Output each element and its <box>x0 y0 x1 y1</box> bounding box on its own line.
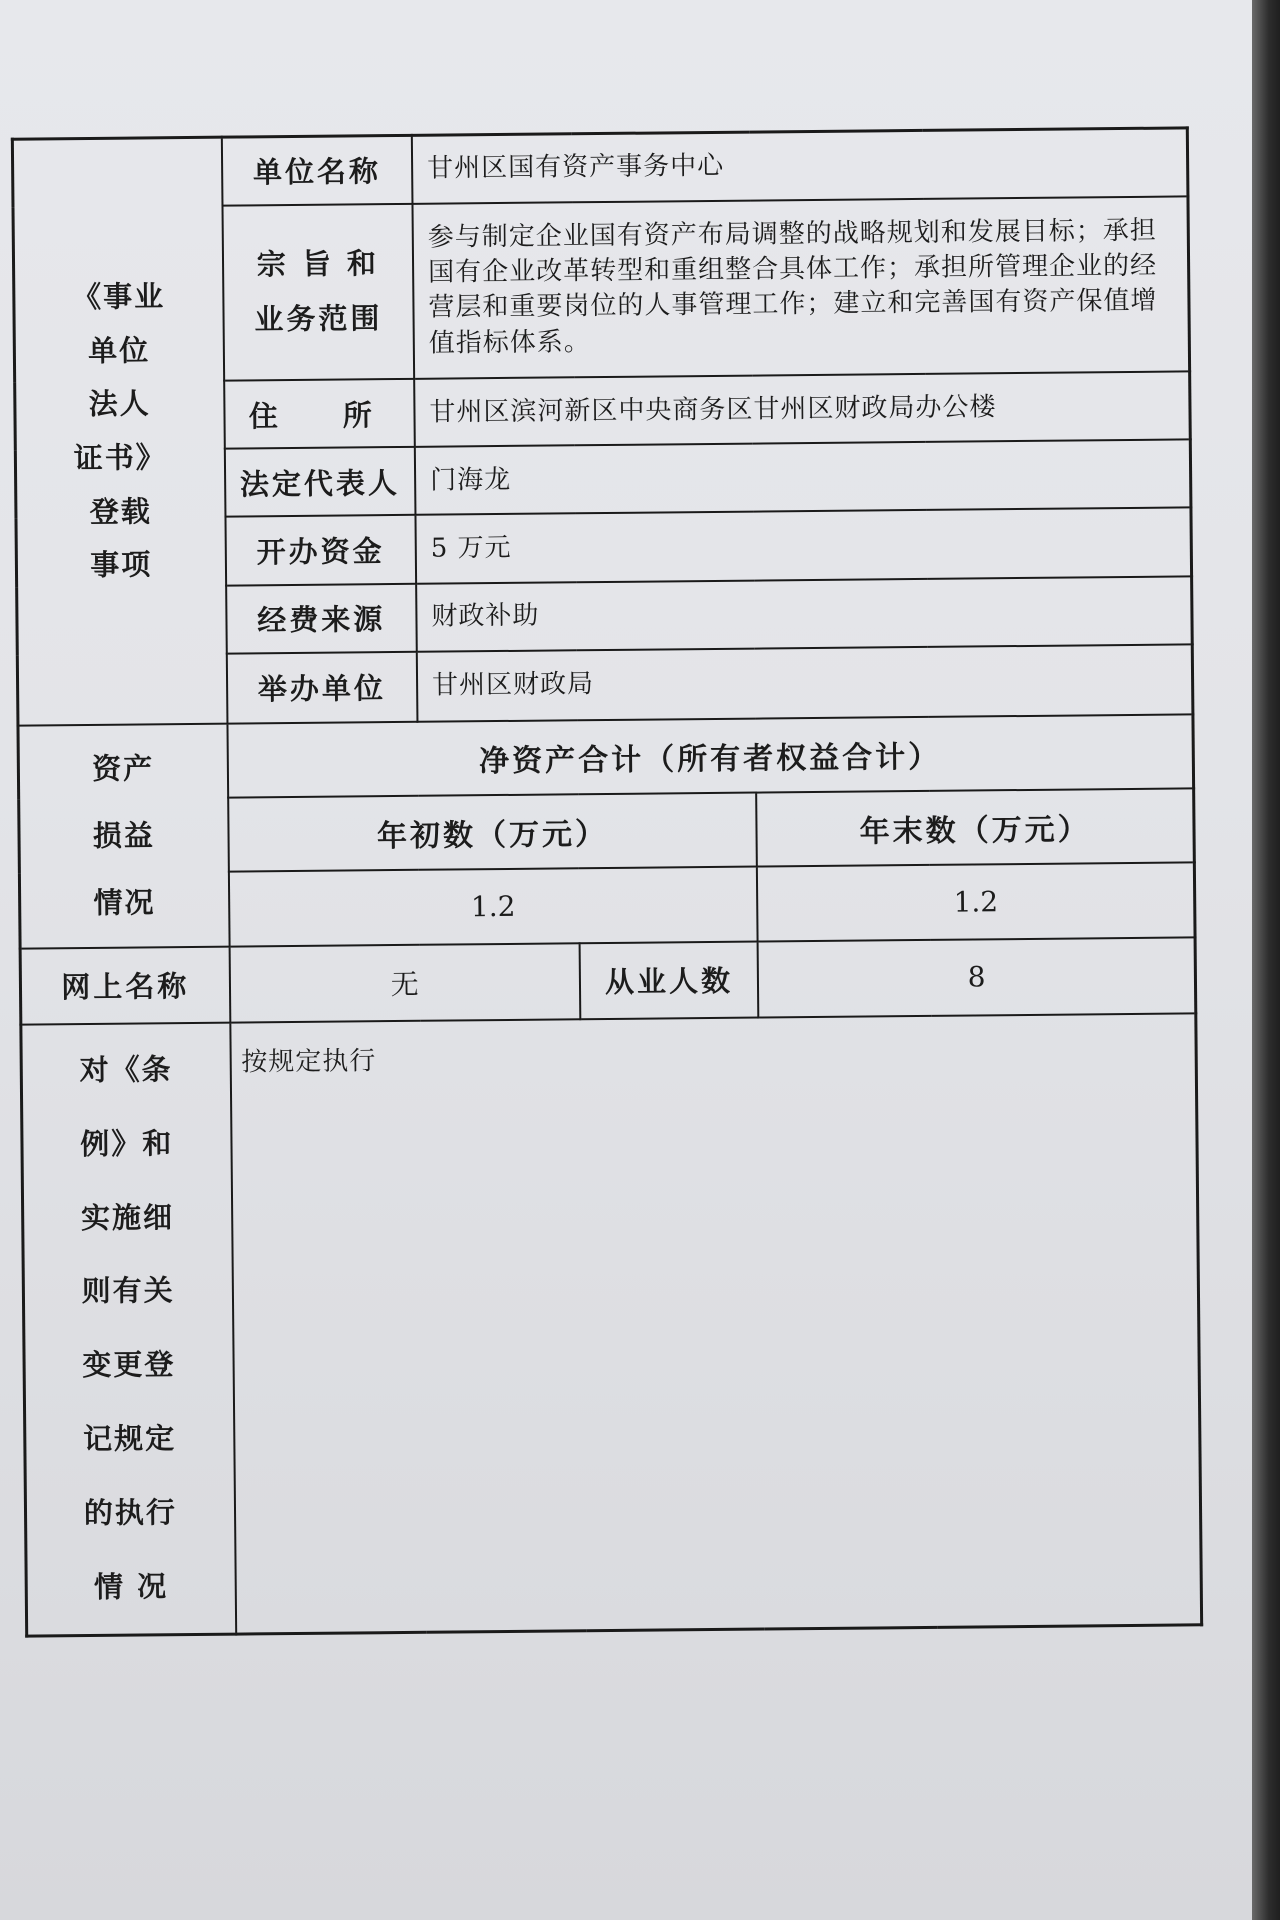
address-label: 住 所 <box>224 379 415 449</box>
sponsor-value: 甘州区财政局 <box>417 644 1193 722</box>
regulation-label-line: 对《条 <box>79 1051 173 1087</box>
funding-source-value: 财政补助 <box>416 576 1192 652</box>
start-capital-value: 5 万元 <box>415 508 1191 584</box>
year-begin-header: 年初数（万元） <box>228 793 757 872</box>
row-unit-name <box>12 128 1188 207</box>
row-online-name <box>20 937 1196 1024</box>
purpose-scope-value: 参与制定企业国有资产布局调整的战略规划和发展目标；承担国有企业改革转型和重组整合具体工作；承担所管理企业的经营层和重要岗位的人事管理工作；建立和完善国有资产保值增值指标体系。 <box>412 196 1189 379</box>
legal-rep-value: 门海龙 <box>415 440 1191 516</box>
registration-form <box>11 126 1203 1637</box>
regulation-label-line: 例》和 <box>80 1125 174 1161</box>
regulation-label-line: 则有关 <box>81 1273 175 1309</box>
funding-source-label: 经费来源 <box>226 583 417 653</box>
regulation-compliance-label <box>21 1022 236 1636</box>
certificate-items-label <box>12 137 227 725</box>
regulation-label-line: 情 况 <box>93 1569 169 1605</box>
purpose-scope-label <box>222 204 414 381</box>
regulation-label-line: 的执行 <box>83 1495 178 1531</box>
regulation-label-line: 实施细 <box>80 1199 175 1235</box>
regulation-compliance-value: 按规定执行 <box>230 1013 1202 1634</box>
certificate-label-line: 事项 <box>90 547 153 583</box>
certificate-label-line: 单位 <box>88 333 151 368</box>
staff-count-value: 8 <box>758 937 1196 1017</box>
row-regulation-compliance <box>21 1013 1202 1636</box>
purpose-scope-label-line: 宗 旨 和 <box>256 246 380 282</box>
legal-rep-label: 法定代表人 <box>224 447 415 517</box>
net-assets-header: 净资产合计（所有者权益合计） <box>227 714 1194 797</box>
purpose-scope-label-line: 业务范围 <box>254 301 383 337</box>
online-name-label: 网上名称 <box>20 946 230 1024</box>
year-begin-value: 1.2 <box>229 867 758 946</box>
unit-name-label: 单位名称 <box>221 135 412 205</box>
row-net-assets-header <box>18 714 1194 799</box>
regulation-label-line: 变更登 <box>82 1347 176 1383</box>
address-value: 甘州区滨河新区中央商务区甘州区财政局办公楼 <box>414 372 1190 448</box>
certificate-label-line: 证书》 <box>73 440 167 476</box>
staff-count-label: 从业人数 <box>579 941 758 1019</box>
certificate-label-line: 《事业 <box>72 279 166 315</box>
regulation-label-line: 记规定 <box>82 1421 177 1457</box>
certificate-label-line: 登载 <box>89 493 152 529</box>
assets-label-line: 损益 <box>92 818 156 853</box>
background-edge <box>1252 0 1280 1920</box>
assets-label-line: 情况 <box>93 884 156 920</box>
unit-name-value: 甘州区国有资产事务中心 <box>412 128 1188 204</box>
certificate-label-line: 法人 <box>88 386 151 422</box>
assets-label <box>18 724 229 949</box>
start-capital-label: 开办资金 <box>225 515 416 585</box>
sponsor-label: 举办单位 <box>226 652 417 724</box>
year-end-header: 年末数（万元） <box>757 789 1195 867</box>
form-table <box>11 126 1203 1637</box>
assets-label-line: 资产 <box>92 751 155 787</box>
year-end-value: 1.2 <box>757 863 1195 941</box>
online-name-value: 无 <box>229 943 580 1023</box>
